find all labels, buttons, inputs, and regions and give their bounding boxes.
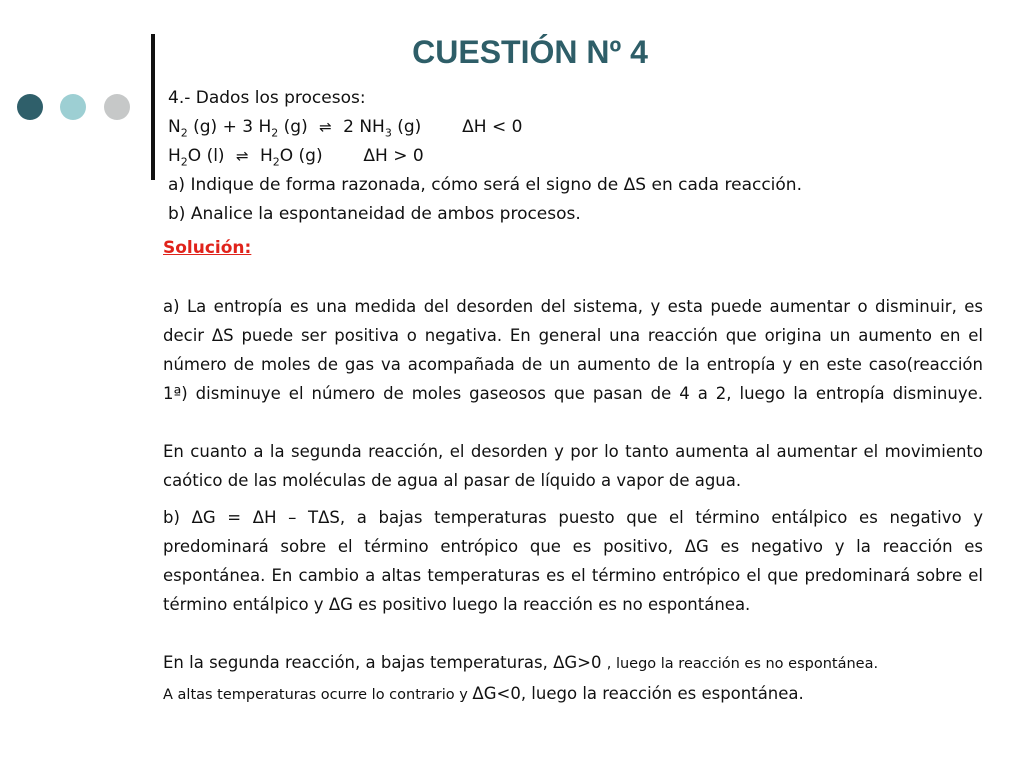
slide-title: CUESTIÓN Nº 4 (412, 34, 648, 70)
reaction-1: $N_2$ (g) + 3 $H_2$ (g) ⇌ 2 $NH_3$ (g) ΔH < 0 (168, 113, 998, 142)
answer-b-paragraph-2: En la segunda reacción, a bajas temperaturas, ΔG>0 , luego la reacción es no espontánea. A altas temperaturas ocurre lo contrario y ΔG<0, luego la reacción es espontánea. (163, 653, 879, 703)
equilibrium-arrow-icon: ⇌ (235, 147, 249, 165)
answer-a-paragraph-1: a) La entropía es una medida del desorden del sistema, y esta puede aumentar o disminuir, es decir ΔS puede ser positiva o negativa. En general una reacción que origina un aumento en el número de moles de gas va acompañada de un aumento de la entropía y en este caso(reacción 1ª) disminuye el número de moles gaseosos que pasan de 4 a 2, luego la entropía disminuye. (163, 297, 983, 403)
decor-dot-light (60, 94, 86, 120)
answer-a-paragraph-2: En cuanto a la segunda reacción, el desorden y por lo tanto aumenta al aumentar el movimiento caótico de las moléculas de agua al pasar de líquido a vapor de agua. (163, 442, 983, 490)
question-a: a) Indique de forma razonada, cómo será el signo de ΔS en cada reacción. (168, 175, 802, 195)
problem-statement (168, 84, 998, 229)
problem-intro: 4.- Dados los procesos: (168, 88, 366, 108)
enthalpy-reaction-2: ΔH > 0 (363, 146, 424, 166)
enthalpy-reaction-1: ΔH < 0 (462, 117, 523, 137)
answer-b-paragraph-1: b) ΔG = ΔH – TΔS, a bajas temperaturas puesto que el término entálpico es negativo y predominará sobre el término entrópico que es positivo, ΔG es negativo y la reacción es espontánea. En cambio a altas temperaturas es el término entrópico el que predominará sobre el término entálpico y ΔG es positivo luego la reacción es no espontánea. (163, 508, 983, 614)
vertical-divider (151, 34, 155, 180)
decor-dot-gray (104, 94, 130, 120)
question-b: b) Analice la espontaneidad de ambos procesos. (168, 204, 581, 224)
decor-dot-dark (17, 94, 43, 120)
solution-heading: Solución: (163, 238, 252, 258)
equilibrium-arrow-icon: ⇌ (319, 118, 332, 136)
reaction-2: $H_2O$ (l) ⇌ $H_2O$ (g) ΔH > 0 (168, 142, 998, 171)
